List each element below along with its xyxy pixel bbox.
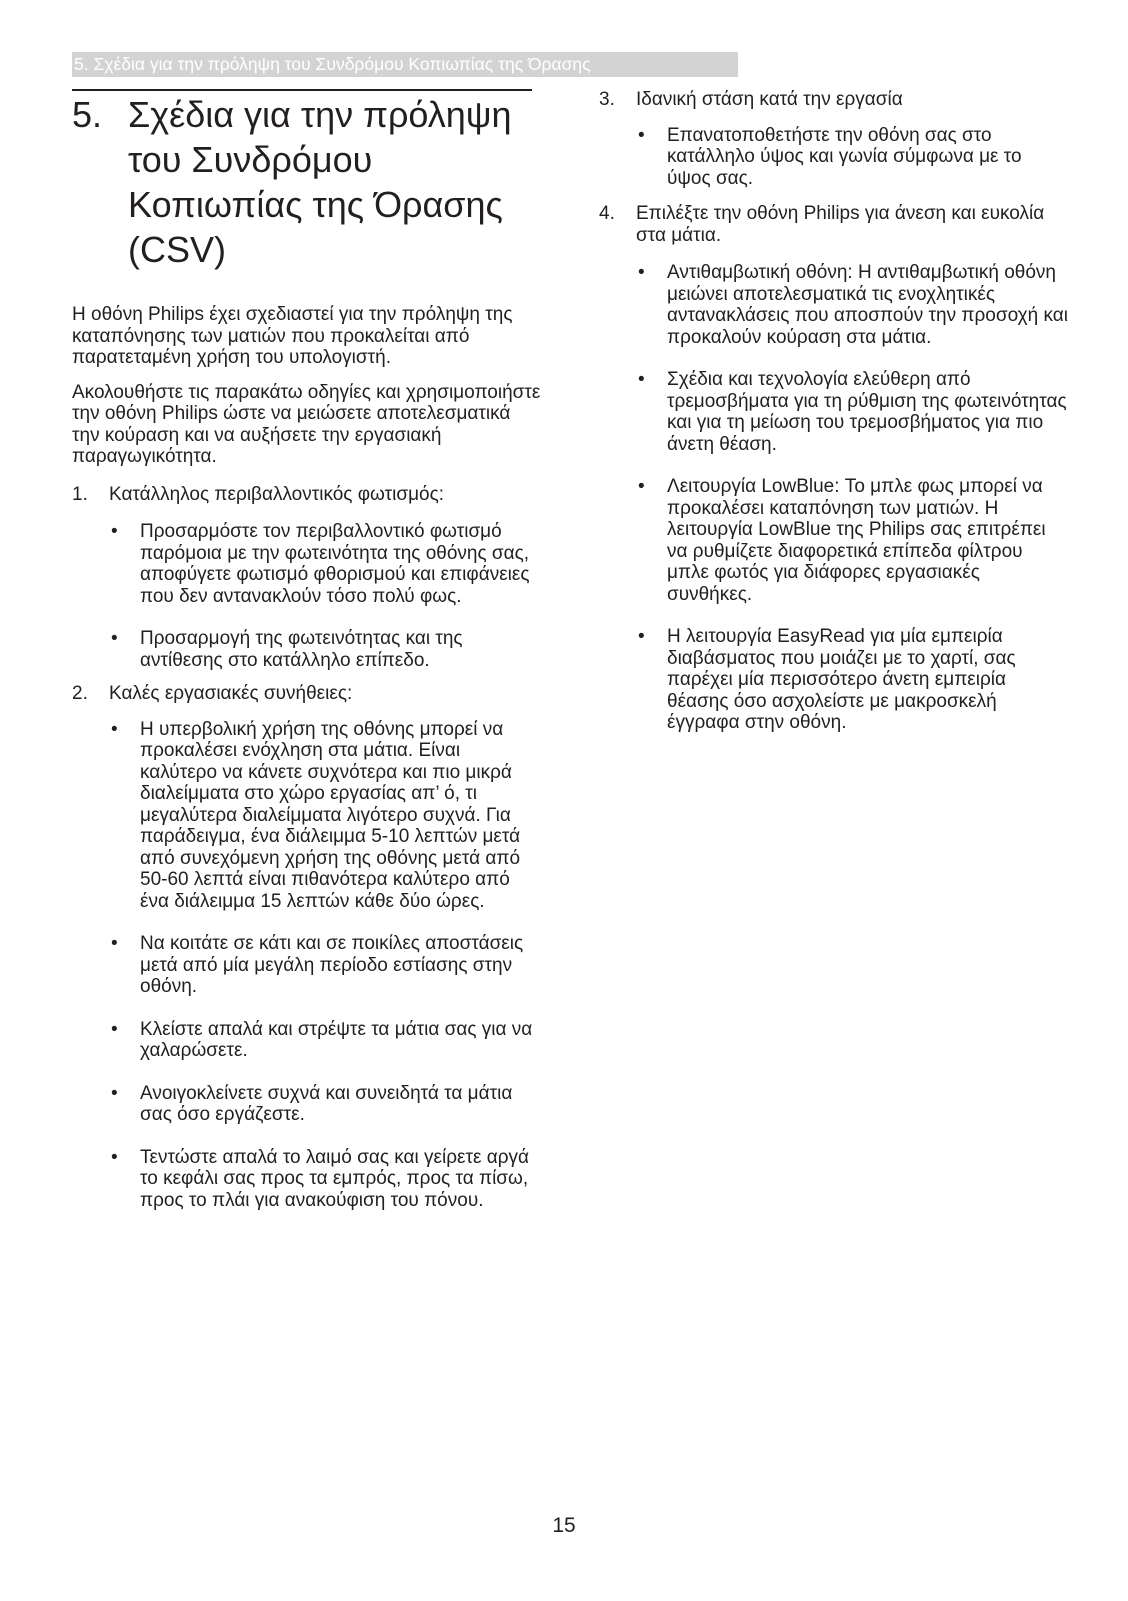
section-heading [72,683,542,705]
bullet-icon: • [111,718,118,740]
section-heading-text: Κατάλληλος περιβαλλοντικός φωτισμός: [109,483,445,505]
list-item: • Αντιθαμβωτική οθόνη: Η αντιθαμβωτική οθόνη μειώνει αποτελεσματικά τις ενοχλητικές αντανακλάσεις που αποσπούν την προσοχή και προκαλούν κούραση στα μάτια. [638,262,1068,348]
running-header: 5. Σχέδια για την πρόληψη του Συνδρόμου Κοπιωπίας της Όρασης [72,52,738,77]
bullet-icon: • [638,124,645,146]
page-number: 15 [552,1514,576,1537]
bullet-icon: • [111,1082,118,1104]
bullet-list [636,262,1069,734]
bullet-icon: • [111,628,118,649]
list-item: • Προσαρμόστε τον περιβαλλοντικό φωτισμό παρόμοια με την φωτεινότητα της οθόνης σας, αποφύγετε φωτισμό φθορισμού και επιφάνειες που δεν αντανακλούν τόσο πολύ φως. [111,521,530,607]
section-heading [599,89,1069,111]
page-title [72,92,542,272]
bullet-icon: • [638,262,645,283]
bullet-icon: • [638,626,645,647]
section-number: 3. [599,89,615,110]
section-heading [72,484,542,506]
bullet-list [636,125,1069,190]
list-item: • Η υπερβολική χρήση της οθόνης μπορεί να προκαλέσει ενόχληση στα μάτια. Είναι καλύτερο να κάνετε συχνότερα και πιο μικρά διαλείμματα στο χώρο εργασίας απ’ ό, τι μεγαλύτερα διαλείμματα λιγότερο συχνά. Για παράδειγμα, ένα διάλειμμα 5-10 λεπτών μετά από συνεχόμενη χρήση της οθόνης μετά από 50-60 λεπτά είναι πιθανότερα καλύτερο από ένα διάλειμμα 15 λεπτών κάθε δύο ώρες. [111,718,521,912]
bullet-icon: • [111,1018,118,1040]
section-number: 4. [599,203,615,224]
section-heading [599,203,1069,246]
intro-paragraph: Ακολουθήστε τις παρακάτω οδηγίες και χρησιμοποιήστε την οθόνη Philips ώστε να μειώσετε αποτελεσματικά την κούραση και να αυξήσετε την εργασιακή παραγωγικότητα. [72,381,541,467]
bullet-icon: • [111,521,118,542]
list-item: • Ανοιγοκλείνετε συχνά και συνειδητά τα μάτια σας όσο εργάζεστε. [111,1082,513,1125]
section-heading-text: Ιδανική στάση κατά την εργασία [636,89,903,110]
intro-paragraph: Η οθόνη Philips έχει σχεδιαστεί για την πρόληψη της καταπόνησης των ματιών που προκαλείται από παρατεταμένη χρήση του υπολογιστή. [72,304,513,368]
title-rule [72,89,532,91]
section-number: 2. [72,683,88,704]
bullet-icon: • [111,1146,118,1168]
list-item: • Κλείστε απαλά και στρέψτε τα μάτια σας για να χαλαρώσετε. [111,1018,533,1061]
section-number: 1. [72,483,88,505]
bullet-list [109,719,542,1212]
bullet-icon: • [638,476,645,497]
left-column [72,304,542,1232]
section-heading-text: Καλές εργασιακές συνήθειες: [109,683,353,704]
right-column [599,89,1069,755]
section-heading-text: Επιλέξτε την οθόνη Philips για άνεση και ευκολία στα μάτια. [636,203,1045,246]
list-item: • Να κοιτάτε σε κάτι και σε ποικίλες αποστάσεις μετά από μία μεγάλη περίοδο εστίασης στην οθόνη. [111,933,524,997]
title-text: Σχέδια για την πρόληψη του Συνδρόμου Κοπιωπίας της Όρασης (CSV) [128,94,512,270]
bullet-icon: • [111,933,118,954]
list-item: • Λειτουργία LowBlue: Το μπλε φως μπορεί να προκαλέσει καταπόνηση των ματιών. Η λειτουργία LowBlue της Philips σας επιτρέπει να ρυθμίζετε διαφορετικά επίπεδα φίλτρου μπλε φωτός για διάφορες εργασιακές συνθήκες. [638,476,1046,605]
title-number: 5. [72,94,103,135]
list-item: • Προσαρμογή της φωτεινότητας και της αντίθεσης στο κατάλληλο επίπεδο. [111,628,463,671]
bullet-list [109,521,542,671]
list-item: • Τεντώστε απαλά το λαιμό σας και γείρετε αργά το κεφάλι σας προς τα εμπρός, προς τα πίσω, προς το πλάι για ανακούφιση του πόνου. [111,1146,530,1211]
list-item: • Επανατοποθετήστε την οθόνη σας στο κατάλληλο ύψος και γωνία σύμφωνα με το ύψος σας. [638,124,1022,189]
bullet-icon: • [638,369,645,390]
list-item: • Η λειτουργία EasyRead για μία εμπειρία διαβάσματος που μοιάζει με το χαρτί, σας παρέχει μία περισσότερο άνετη εμπειρία θέασης όσο ασχολείστε με μακροσκελή έγγραφα στην οθόνη. [638,626,1016,733]
list-item: • Σχέδια και τεχνολογία ελεύθερη από τρεμοσβήματα για τη ρύθμιση της φωτεινότητας και για τη μείωση του τρεμοσβήματος για πιο άνετη θέαση. [638,369,1067,455]
